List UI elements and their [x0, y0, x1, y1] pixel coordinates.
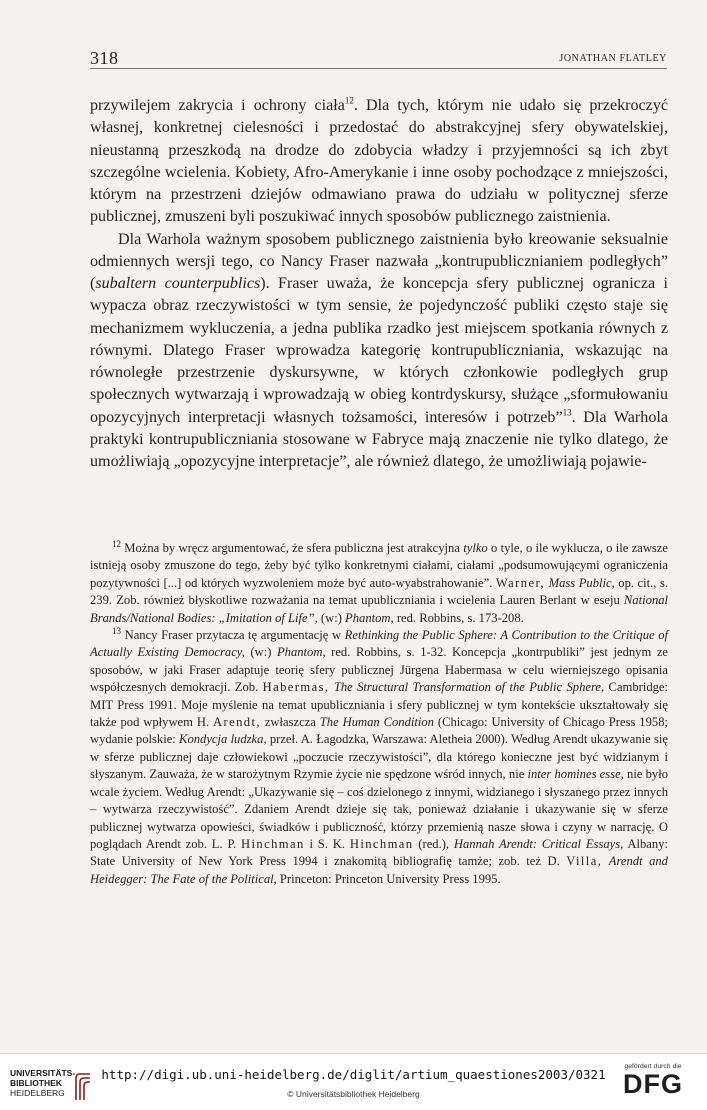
viewer-footer	[0, 1053, 707, 1110]
running-head: JONATHAN FLATLEY	[559, 53, 667, 64]
dfg-sponsor[interactable]	[617, 1063, 689, 1098]
university-library-logo[interactable]: UNIVERSITÄTS- BIBLIOTHEK HEIDELBERG	[10, 1068, 76, 1098]
paragraph-1: przywilejem zakrycia i ochrony ciała$^{12}$. Dla tych, którym nie udało się przekroczyć własnej, konkretnej cielesności i przedostać do abstrakcyjnej sfery obywatelskiej, nieustanną przeszkodą na drodze do zdobycia władzy i przyjemności są ich zbyt szczególne wcielenia. Kobiety, Afro-Amerykanie i inne osoby pochodzące z mniejszości, którym na przestrzeni dziejów odmawiano prawa do udziału w politycznej sferze publicznej, zmuszeni byli poszukiwać innych sposobów publicznego zaistnienia.	[90, 95, 669, 226]
copyright-notice: © Universitätsbibliothek Heidelberg	[287, 1089, 420, 1099]
sponsor-label: gefördert durch die	[624, 1063, 682, 1070]
dfg-logo: DFG	[623, 1069, 683, 1099]
footnotes	[90, 540, 668, 888]
paragraph-2: Dla Warhola ważnym sposobem publicznego zaistnienia było kreowanie seksualnie odmiennych wersji tego, co Nancy Fraser nazwała „kontrupublicznianiem podległych” (subaltern counterpublics). Fraser uważa, że koncepcja sfery publicznej ogranicza i wypacza obraz rzeczywistości w tym sensie, że pojedynczość publiki często staje się mechanizmem wykluczenia, a jedna publika rzadko jest miejscem spotkania równych z równymi. Dlatego Fraser wprowadza kategorię kontrupubliczniania, wskazując na równoległe przestrzenie dyskursywne, w których członkowie podległych grup społecznych wytwarzają i wprowadzają w obieg kontrdyskursy, służące „sformułowaniu opozycyjnych interpretacji własnych tożsamości, interesów i potrzeb”$^{13}$. Dla Warhola praktyki kontrupubliczniania stosowane w Fabryce mają znaczenie nie tylko dlatego, że umożliwiają „opozycyjne interpretacje”, ale również dlatego, że umożliwiają pojawie-	[90, 230, 668, 470]
body-text	[90, 95, 668, 473]
footnote-ref-13[interactable]: 13	[562, 407, 572, 418]
footnote-13: $^{13}$ Nancy Fraser przytacza tę argumentację w Rethinking the Public Sphere: A Contribution to the Critique of Actually Existing Democracy, (w:) Phantom, red. Robbins, s. 1-32. Koncepcja „kontrpubliki” jest jednym ze sposobów, w jaki Fraser adaptuje teorię sfery publicznej Jürgena Habermasa w celu wierniejszego opisania współczesnych demokracji. Zob. Habermas, The Structural Transformation of the Public Sphere, Cambridge: MIT Press 1991. Moje myślenie na temat upubliczniania i sfery publicznej w tym kontekście ukształtowały się także pod wpływem H. Arendt, zwłaszcza The Human Condition (Chicago: University of Chicago Press 1958; wydanie polskie: Kondycja ludzka, przeł. A. Łagodzka, Warszawa: Aletheia 2000). Według Arendt ukazywanie się w sferze publicznej daje człowiekowi „poczucie rzeczywistości”, dla którego konieczne jest być widzianym i słyszanym. Zauważa, że w starożytnym Rzymie życie nie spędzone wśród innych, nie inter homines esse, nie było wcale życiem. Według Arendt: „Ukazywanie się – coś dzielonego z innymi, widzianego i słyszanego przez innych – wytwarza rzeczywistość”. Zdaniem Arendt dzieje się tak, ponieważ działanie i ukazywanie się w sferze publicznej wytwarza opowieści, świadków i publiczność, którzy przemienią nasze słowa i czyny w narrację. O poglądach Arendt zob. L. P. Hinchman i S. K. Hinchman (red.), Hannah Arendt: Critical Essays, Albany: State University of New York Press 1994 i znakomitą bibliografię tamże; zob. też D. Villa, Arendt and Heidegger: The Fate of the Political, Princeton: Princeton University Press 1995.	[90, 625, 669, 886]
header-rule	[90, 68, 667, 69]
page-number: 318	[90, 48, 119, 68]
permalink-url[interactable]: http://digi.ub.uni-heidelberg.de/diglit/artium_quaestiones2003/0321	[101, 1067, 606, 1082]
page-header	[90, 48, 667, 68]
footnote-ref-12[interactable]: 12	[344, 95, 354, 106]
footnote-12: $^{12}$ Można by wręcz argumentować, że sfera publiczna jest atrakcyjna tylko o tyle, o ile wyklucza, o ile zawsze istnieją osoby zmuszone do tego, żeby być tylko konkretnymi ciałami, ciałami „podsumowującymi ograniczenia pozytywności [...] od których wyzwoleniem może być auto-wyabstrahowanie”. Warner, Mass Public, op. cit., s. 239. Zob. również błyskotliwe rozważania na temat upubliczniania i wcielenia Lauren Berlant w eseju National Brands/National Bodies: „Imitation of Life”, (w:) Phantom, red. Robbins, s. 173-208.	[90, 538, 668, 625]
